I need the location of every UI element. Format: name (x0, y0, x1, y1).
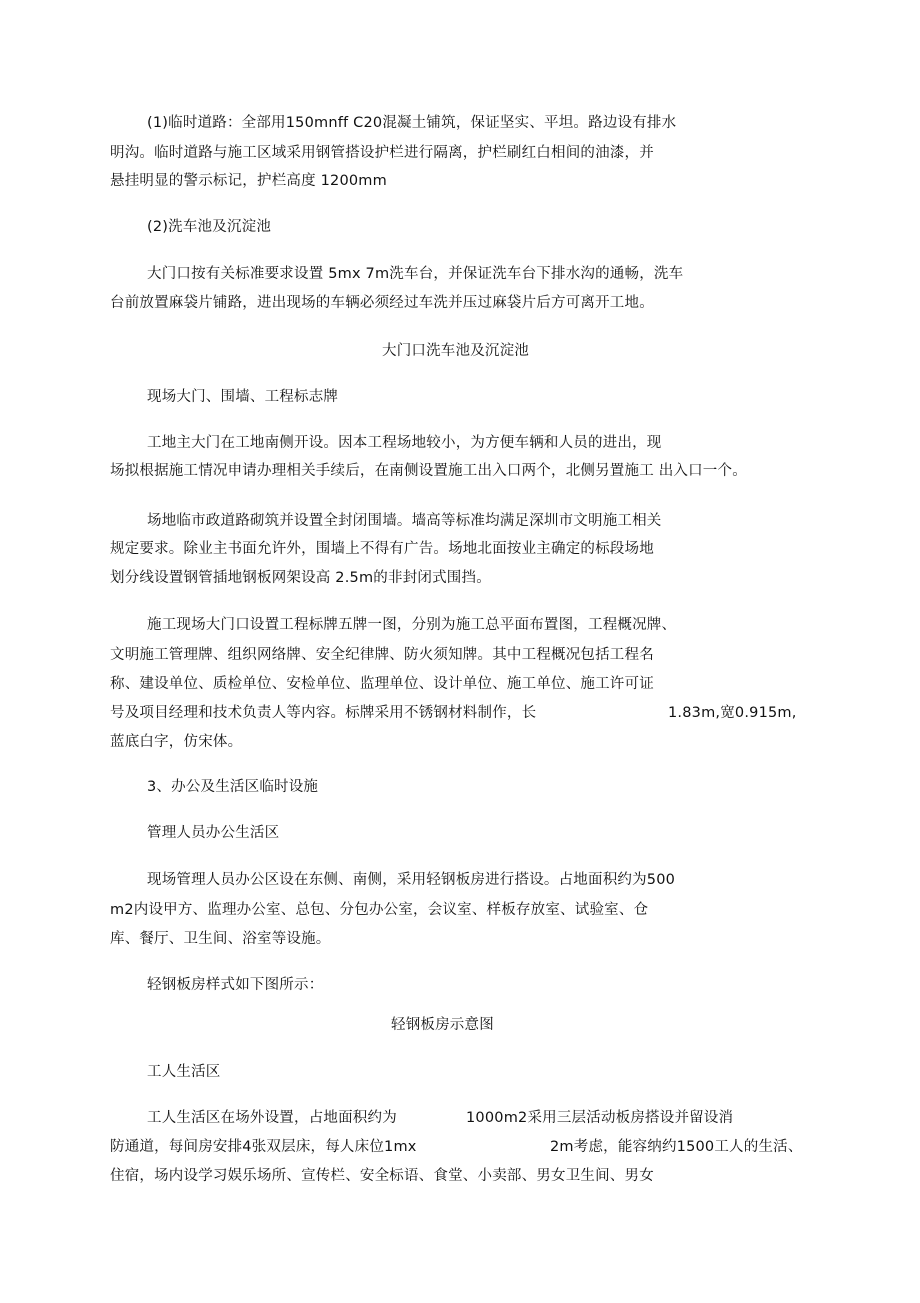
paragraph-line: 库、餐厅、卫生间、浴室等设施。 (110, 931, 331, 947)
section-heading: (2)洗车池及沉淀池 (147, 219, 272, 235)
paragraph-line: 文明施工管理牌、组织网络牌、安全纪律牌、防火须知牌。其中工程概况包括工程名 (110, 647, 654, 663)
section-heading: 管理人员办公生活区 (147, 825, 280, 841)
paragraph-line: (1)临时道路：全部用150mnff C20混凝土铺筑，保证坚实、平坦。路边设有排水 (147, 115, 677, 131)
section-heading: 工人生活区 (147, 1064, 221, 1080)
paragraph-line: 称、建设单位、质检单位、安检单位、监理单位、设计单位、施工单位、施工许可证 (110, 676, 654, 692)
figure-caption: 大门口洗车池及沉淀池 (382, 343, 529, 359)
paragraph-line: 工人生活区在场外设置，占地面积约为 (147, 1110, 397, 1126)
paragraph-line: 台前放置麻袋片铺路，进出现场的车辆必须经过车洗并压过麻袋片后方可离开工地。 (110, 295, 654, 311)
paragraph-line: 号及项目经理和技术负责人等内容。标牌采用不锈钢材料制作，长 (110, 705, 537, 721)
paragraph-line: 场拟根据施工情况申请办理相关手续后，在南侧设置施工出入口两个，北侧另置施工 出入口一个。 (110, 463, 747, 479)
paragraph-line: 1000m2采用三层活动板房搭设并留设消 (466, 1110, 734, 1126)
paragraph-line: 2m考虑，能容纳约1500工人的生活、 (550, 1139, 803, 1155)
paragraph-line: 工地主大门在工地南侧开设。因本工程场地较小，为方便车辆和人员的进出，现 (147, 435, 662, 451)
paragraph-line: 轻钢板房样式如下图所示： (147, 977, 324, 993)
paragraph-line: 现场管理人员办公区设在东侧、南侧，采用轻钢板房进行搭设。占地面积约为500 (147, 872, 676, 888)
paragraph-line: 大门口按有关标准要求设置 5mx 7m洗车台，并保证洗车台下排水沟的通畅，洗车 (147, 266, 684, 282)
paragraph-line: m2内设甲方、监理办公室、总包、分包办公室，会议室、样板存放室、试验室、仓 (110, 902, 649, 918)
paragraph-line: 悬挂明显的警示标记，护栏高度 1200mm (110, 173, 387, 189)
section-heading: 3、办公及生活区临时设施 (147, 779, 319, 795)
paragraph-line: 明沟。临时道路与施工区域采用钢管搭设护栏进行隔离，护栏刷红白相间的油漆，并 (110, 145, 654, 161)
paragraph-line: 施工现场大门口设置工程标牌五牌一图，分别为施工总平面布置图，工程概况牌、 (147, 617, 677, 633)
paragraph-line: 住宿，场内设学习娱乐场所、宣传栏、安全标语、食堂、小卖部、男女卫生间、男女 (110, 1168, 654, 1184)
section-heading: 现场大门、围墙、工程标志牌 (147, 389, 339, 405)
paragraph-line: 防通道，每间房安排4张双层床，每人床位1mx (110, 1139, 417, 1155)
paragraph-line: 1.83m,宽0.915m, (668, 705, 797, 721)
figure-caption: 轻钢板房示意图 (391, 1017, 494, 1033)
paragraph-line: 场地临市政道路砌筑并设置全封闭围墙。墙高等标准均满足深圳市文明施工相关 (147, 513, 662, 529)
paragraph-line: 划分线设置钢管插地钢板网架设高 2.5m的非封闭式围挡。 (110, 570, 491, 586)
paragraph-line: 蓝底白字，仿宋体。 (110, 734, 243, 750)
paragraph-line: 规定要求。除业主书面允许外，围墙上不得有广告。场地北面按业主确定的标段场地 (110, 541, 654, 557)
